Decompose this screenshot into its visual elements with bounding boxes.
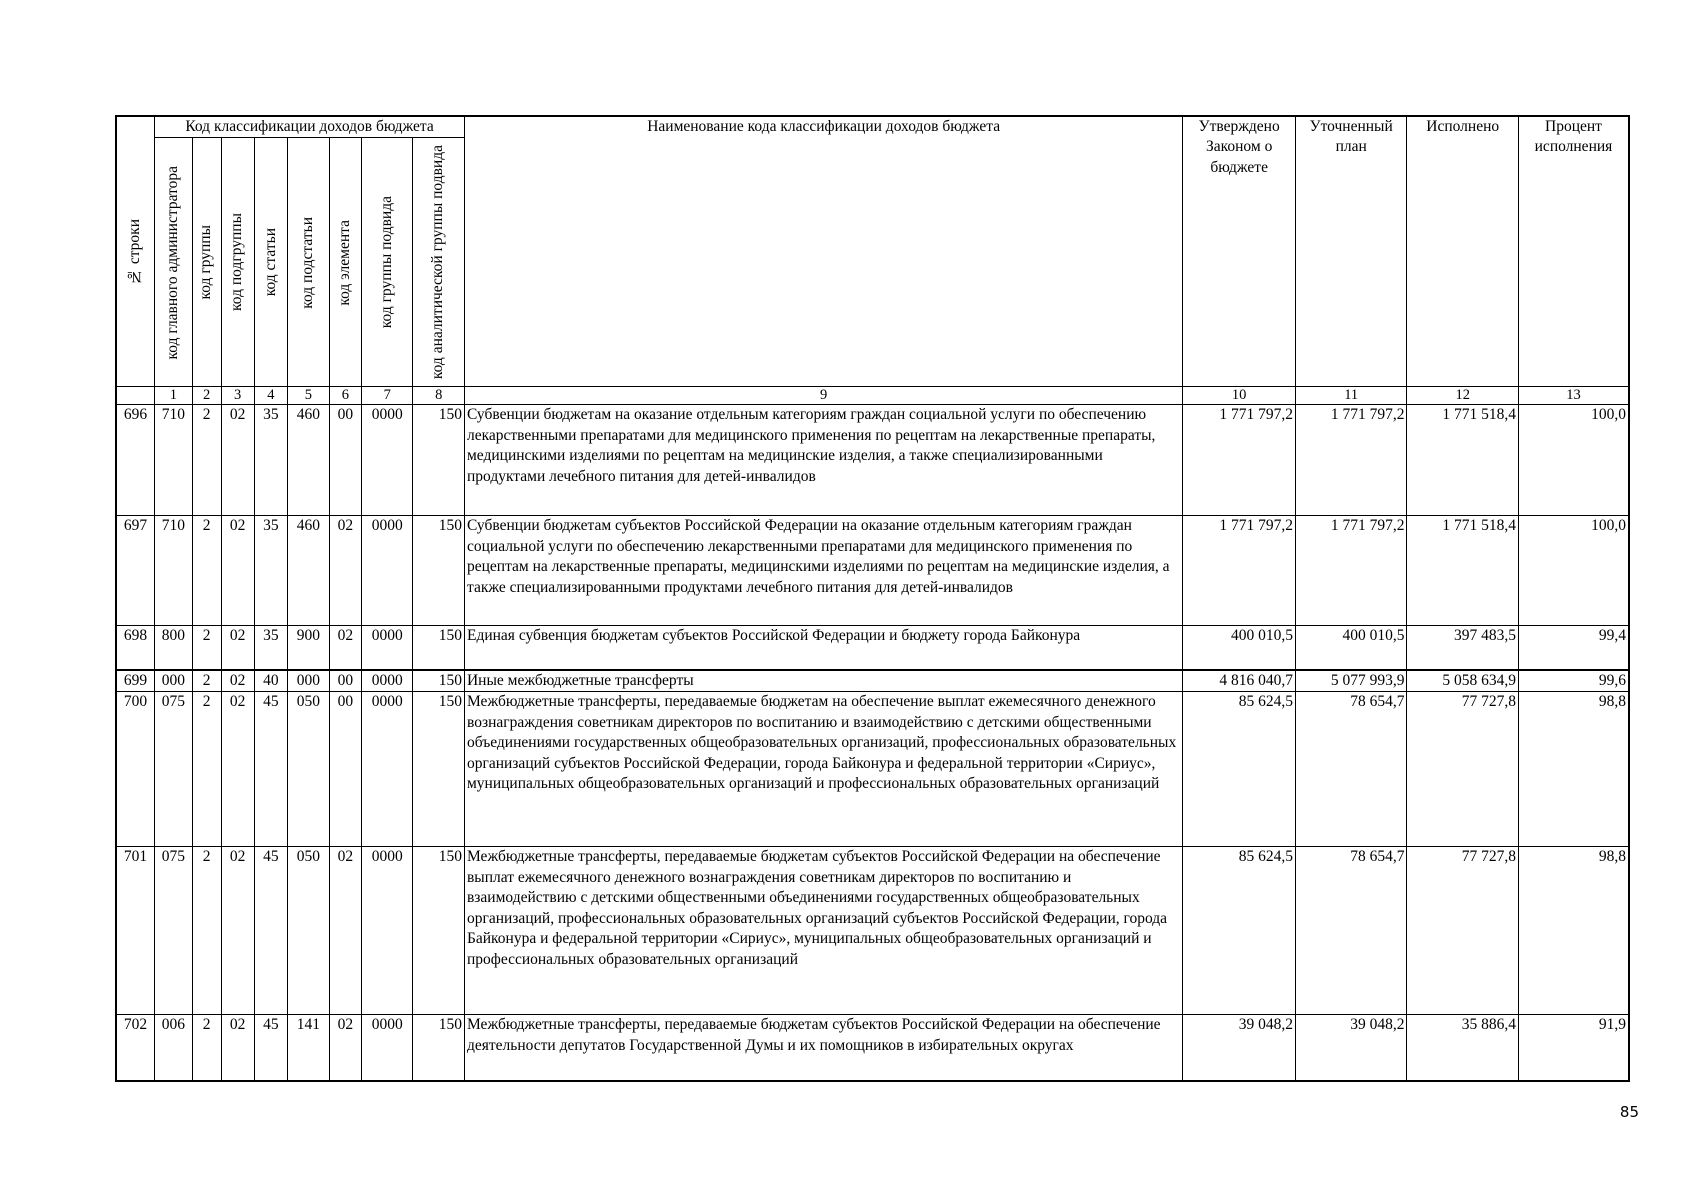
cell-executed: 77 727,8	[1407, 692, 1519, 847]
cell-revised: 5 077 993,9	[1295, 670, 1407, 692]
cell-subarticle: 000	[288, 670, 330, 692]
cell-article: 45	[254, 1015, 287, 1081]
cell-row-number: 698	[116, 626, 155, 670]
cell-approved: 1 771 797,2	[1183, 516, 1296, 626]
cell-article: 45	[254, 692, 287, 847]
cell-executed: 1 771 518,4	[1407, 516, 1519, 626]
cell-analytic-group: 150	[413, 847, 465, 1015]
cell-element: 02	[329, 626, 361, 670]
header-code-analytic-group: код аналитической группы подвида	[413, 138, 465, 387]
column-number: 10	[1183, 387, 1296, 405]
header-code-article: код статьи	[254, 138, 287, 387]
cell-subtype-group: 0000	[361, 405, 412, 516]
cell-name: Межбюджетные трансферты, передаваемые бюджетам субъектов Российской Федерации на обеспечение деятельности депутатов Государственной Думы и их помощников в избирательных округах	[464, 1015, 1182, 1081]
table-row	[116, 626, 1629, 670]
cell-approved: 85 624,5	[1183, 692, 1296, 847]
cell-subgroup: 02	[221, 692, 254, 847]
cell-article: 40	[254, 670, 287, 692]
cell-name: Единая субвенция бюджетам субъектов Российской Федерации и бюджету города Байконура	[464, 626, 1182, 670]
cell-subgroup: 02	[221, 516, 254, 626]
column-number: 6	[329, 387, 361, 405]
column-number: 1	[155, 387, 193, 405]
header-revised: Уточненный план	[1295, 116, 1407, 387]
cell-subarticle: 050	[288, 692, 330, 847]
cell-element: 00	[329, 692, 361, 847]
cell-analytic-group: 150	[413, 405, 465, 516]
header-approved: Утверждено Законом о бюджете	[1183, 116, 1296, 387]
cell-revised: 1 771 797,2	[1295, 405, 1407, 516]
cell-percent: 100,0	[1518, 405, 1629, 516]
cell-percent: 91,9	[1518, 1015, 1629, 1081]
cell-percent: 100,0	[1518, 516, 1629, 626]
cell-admin: 075	[155, 692, 193, 847]
cell-article: 45	[254, 847, 287, 1015]
table-row	[116, 692, 1629, 847]
column-number-row	[116, 387, 1629, 405]
page-number: 85	[1619, 1103, 1639, 1121]
column-number: 13	[1518, 387, 1629, 405]
cell-admin: 075	[155, 847, 193, 1015]
cell-group: 2	[192, 516, 221, 626]
cell-revised: 78 654,7	[1295, 847, 1407, 1015]
cell-executed: 35 886,4	[1407, 1015, 1519, 1081]
cell-row-number: 696	[116, 405, 155, 516]
cell-group: 2	[192, 670, 221, 692]
cell-name: Межбюджетные трансферты, передаваемые бюджетам на обеспечение выплат ежемесячного денежного вознаграждения советникам директоров по воспитанию и взаимодействию с детскими общественными объединениями государственных общеобразовательных организаций, профессиональных образовательных организаций субъектов Российской Федерации, города Байконура и федеральной территории «Сириус», муниципальных общеобразовательных организаций и профессиональных образовательных организаций	[464, 692, 1182, 847]
cell-admin: 710	[155, 405, 193, 516]
column-number: 7	[361, 387, 412, 405]
cell-analytic-group: 150	[413, 1015, 465, 1081]
table-row	[116, 1015, 1629, 1081]
column-number: 9	[464, 387, 1182, 405]
cell-subtype-group: 0000	[361, 516, 412, 626]
cell-row-number: 701	[116, 847, 155, 1015]
cell-revised: 1 771 797,2	[1295, 516, 1407, 626]
cell-group: 2	[192, 626, 221, 670]
cell-revised: 400 010,5	[1295, 626, 1407, 670]
cell-group: 2	[192, 1015, 221, 1081]
cell-group: 2	[192, 692, 221, 847]
cell-article: 35	[254, 516, 287, 626]
header-percent: Процент исполнения	[1518, 116, 1629, 387]
cell-approved: 85 624,5	[1183, 847, 1296, 1015]
cell-element: 00	[329, 405, 361, 516]
cell-percent: 99,4	[1518, 626, 1629, 670]
cell-element: 02	[329, 847, 361, 1015]
cell-percent: 99,6	[1518, 670, 1629, 692]
cell-subarticle: 460	[288, 516, 330, 626]
cell-percent: 98,8	[1518, 847, 1629, 1015]
cell-subarticle: 460	[288, 405, 330, 516]
table-row	[116, 670, 1629, 692]
cell-element: 02	[329, 516, 361, 626]
cell-article: 35	[254, 626, 287, 670]
cell-subgroup: 02	[221, 670, 254, 692]
cell-executed: 397 483,5	[1407, 626, 1519, 670]
cell-approved: 39 048,2	[1183, 1015, 1296, 1081]
cell-percent: 98,8	[1518, 692, 1629, 847]
cell-name: Межбюджетные трансферты, передаваемые бюджетам субъектов Российской Федерации на обеспечение выплат ежемесячного денежного вознаграждения советникам директоров по воспитанию и взаимодействию с детскими общественными объединениями государственных общеобразовательных организаций, профессиональных образовательных организаций субъектов Российской Федерации, города Байконура и федеральной территории «Сириус», муниципальных общеобразовательных организаций и профессиональных образовательных организаций	[464, 847, 1182, 1015]
cell-subarticle: 050	[288, 847, 330, 1015]
cell-analytic-group: 150	[413, 670, 465, 692]
cell-subtype-group: 0000	[361, 626, 412, 670]
cell-executed: 5 058 634,9	[1407, 670, 1519, 692]
cell-executed: 77 727,8	[1407, 847, 1519, 1015]
cell-approved: 1 771 797,2	[1183, 405, 1296, 516]
cell-analytic-group: 150	[413, 692, 465, 847]
cell-group: 2	[192, 847, 221, 1015]
header-classification-group: Код классификации доходов бюджета	[155, 116, 465, 138]
cell-subarticle: 900	[288, 626, 330, 670]
cell-row-number: 697	[116, 516, 155, 626]
cell-subarticle: 141	[288, 1015, 330, 1081]
cell-subgroup: 02	[221, 847, 254, 1015]
header-code-subtype-group: код группы подвида	[361, 138, 412, 387]
header-code-subarticle: код подстатьи	[288, 138, 330, 387]
cell-name: Субвенции бюджетам субъектов Российской Федерации на оказание отдельным категориям граждан социальной услуги по обеспечению лекарственными препаратами для медицинского применения по рецептам на лекарственные препараты, медицинскими изделиями по рецептам на медицинские изделия, а также специализированными продуктами лечебного питания для детей-инвалидов	[464, 516, 1182, 626]
table-row	[116, 847, 1629, 1015]
header-executed: Исполнено	[1407, 116, 1519, 387]
cell-row-number: 699	[116, 670, 155, 692]
header-code-subgroup: код подгруппы	[221, 138, 254, 387]
cell-revised: 39 048,2	[1295, 1015, 1407, 1081]
cell-row-number: 700	[116, 692, 155, 847]
cell-subtype-group: 0000	[361, 692, 412, 847]
header-code-element: код элемента	[329, 138, 361, 387]
cell-revised: 78 654,7	[1295, 692, 1407, 847]
cell-subgroup: 02	[221, 405, 254, 516]
header-row-number: № строки	[116, 116, 155, 387]
header-code-admin: код главного администратора	[155, 138, 193, 387]
cell-group: 2	[192, 405, 221, 516]
cell-admin: 800	[155, 626, 193, 670]
table-row	[116, 516, 1629, 626]
cell-subtype-group: 0000	[361, 670, 412, 692]
cell-admin: 000	[155, 670, 193, 692]
cell-article: 35	[254, 405, 287, 516]
column-number: 3	[221, 387, 254, 405]
cell-approved: 400 010,5	[1183, 626, 1296, 670]
cell-analytic-group: 150	[413, 626, 465, 670]
cell-approved: 4 816 040,7	[1183, 670, 1296, 692]
cell-subgroup: 02	[221, 626, 254, 670]
column-number: 4	[254, 387, 287, 405]
cell-admin: 710	[155, 516, 193, 626]
cell-element: 00	[329, 670, 361, 692]
cell-subtype-group: 0000	[361, 1015, 412, 1081]
cell-admin: 006	[155, 1015, 193, 1081]
header-name: Наименование кода классификации доходов бюджета	[464, 116, 1182, 387]
column-number: 11	[1295, 387, 1407, 405]
cell-name: Иные межбюджетные трансферты	[464, 670, 1182, 692]
budget-revenue-table	[115, 115, 1630, 1082]
cell-name: Субвенции бюджетам на оказание отдельным категориям граждан социальной услуги по обеспечению лекарственными препаратами для медицинского применения по рецептам на лекарственные препараты, медицинскими изделиями по рецептам на медицинские изделия, а также специализированными продуктами лечебного питания для детей-инвалидов	[464, 405, 1182, 516]
column-number: 5	[288, 387, 330, 405]
cell-analytic-group: 150	[413, 516, 465, 626]
cell-row-number: 702	[116, 1015, 155, 1081]
cell-subgroup: 02	[221, 1015, 254, 1081]
cell-executed: 1 771 518,4	[1407, 405, 1519, 516]
column-number: 12	[1407, 387, 1519, 405]
column-number: 8	[413, 387, 465, 405]
cell-subtype-group: 0000	[361, 847, 412, 1015]
cell-element: 02	[329, 1015, 361, 1081]
column-number	[116, 387, 155, 405]
column-number: 2	[192, 387, 221, 405]
header-code-group: код группы	[192, 138, 221, 387]
table-row	[116, 405, 1629, 516]
